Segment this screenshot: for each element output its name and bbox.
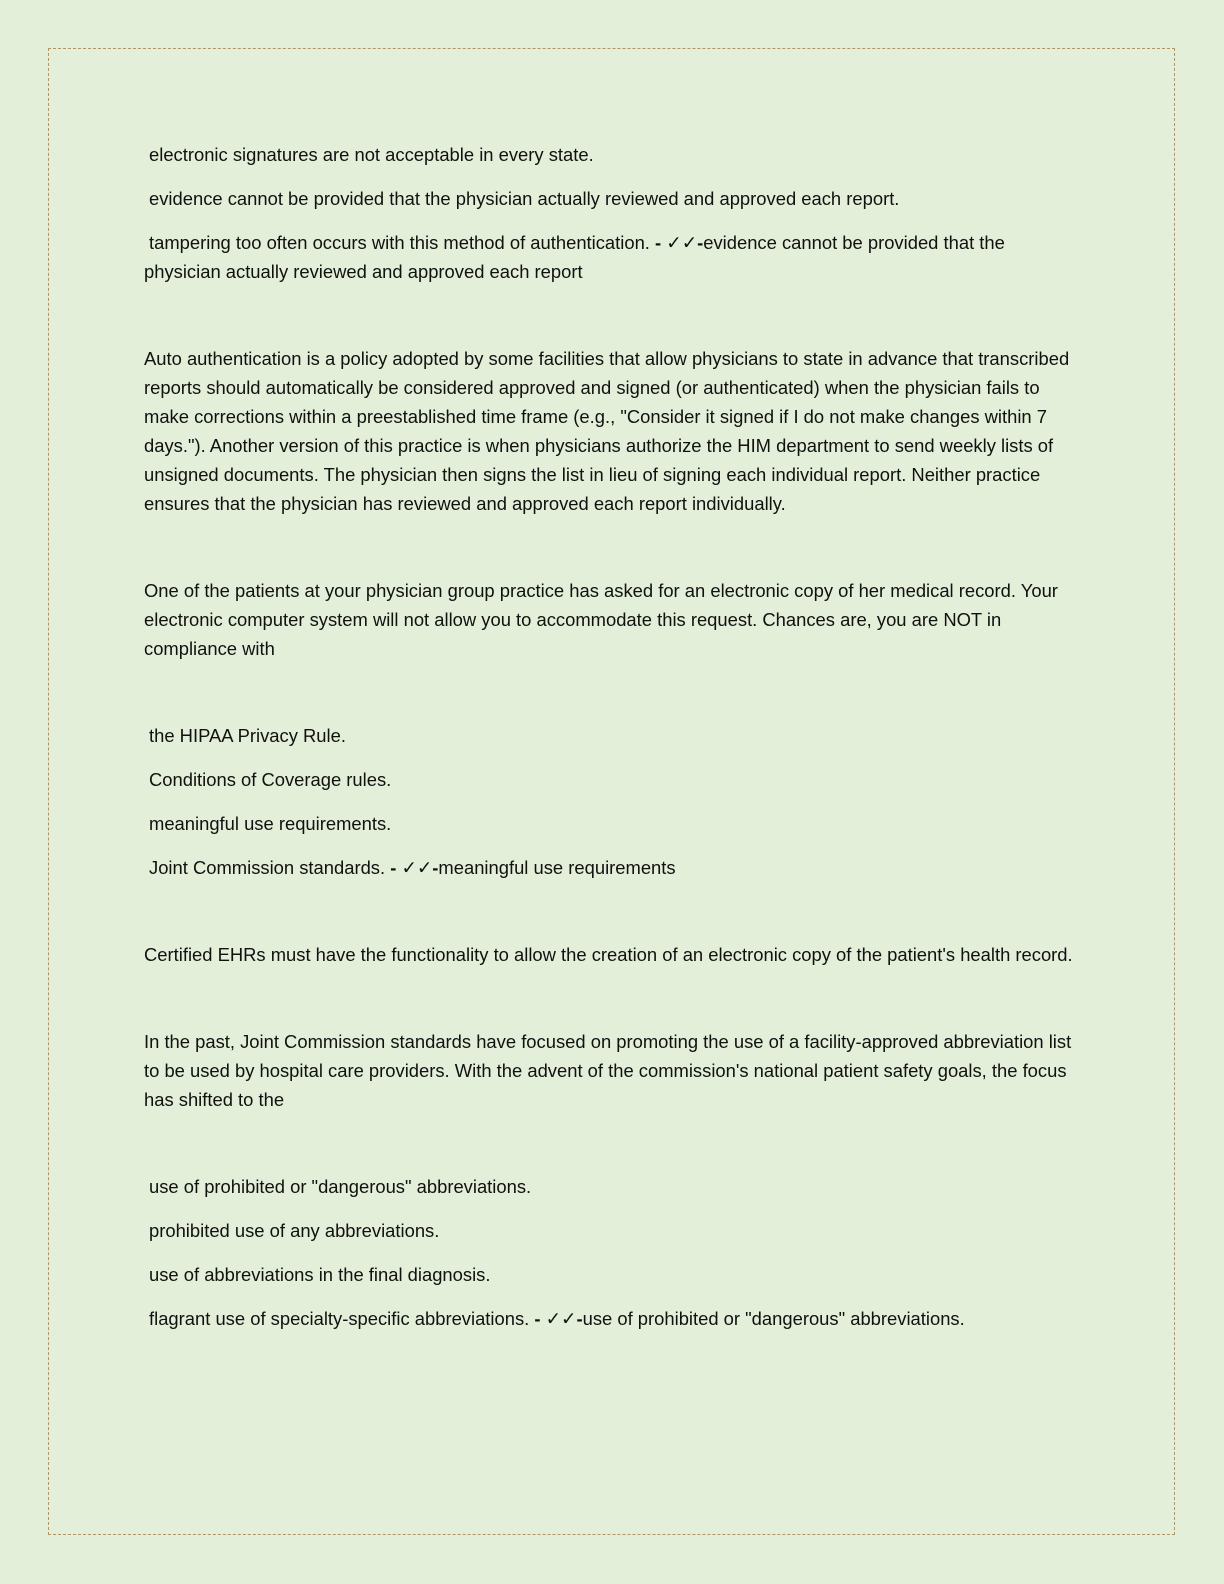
q2-option-1: the HIPAA Privacy Rule. bbox=[149, 725, 346, 746]
answer-marker: - ✓✓- bbox=[655, 232, 704, 253]
q2-option-4-with-answer bbox=[144, 853, 1084, 882]
q3-answer: use of prohibited or "dangerous" abbreviations. bbox=[582, 1308, 965, 1329]
q3-question: In the past, Joint Commission standards have focused on promoting the use of a facility-approved abbreviation list to be used by hospital care providers. With the advent of the commission's national patient safety goals, the focus has shifted to the bbox=[144, 1031, 1072, 1110]
q3-option-2: prohibited use of any abbreviations. bbox=[149, 1220, 440, 1241]
answer-marker: - ✓✓- bbox=[390, 857, 439, 878]
q1-explanation: Auto authentication is a policy adopted by some facilities that allow physicians to state in advance that transcribed reports should automatically be considered approved and signed (or authenticated) when the physician fails to make corrections within a preestablished time frame (e.g., "Consider it signed if I do not make changes within 7 days."). Another version of this practice is when physicians authorize the HIM department to send weekly lists of unsigned documents. The physician then signs the list in lieu of signing each individual report. Neither practice ensures that the physician has reviewed and approved each report individually. bbox=[144, 348, 1070, 514]
q2-explanation: Certified EHRs must have the functionality to allow the creation of an electronic copy of the patient's health record. bbox=[144, 944, 1073, 965]
q3-option-3: use of abbreviations in the final diagnosis. bbox=[149, 1264, 491, 1285]
q1-option-2: evidence cannot be provided that the physician actually reviewed and approved each report. bbox=[149, 188, 900, 209]
q2-option-2: Conditions of Coverage rules. bbox=[149, 769, 392, 790]
q3-option-1: use of prohibited or "dangerous" abbreviations. bbox=[149, 1176, 532, 1197]
q2-question: One of the patients at your physician group practice has asked for an electronic copy of her medical record. Your electronic computer system will not allow you to accommodate this request. Chances are, you are NOT in compliance with bbox=[144, 580, 1058, 659]
q3-option-4-with-answer bbox=[144, 1304, 1084, 1333]
answer-marker: - ✓✓- bbox=[534, 1308, 583, 1329]
q2-answer: meaningful use requirements bbox=[438, 857, 676, 878]
q1-answer: evidence cannot be provided that the physician actually reviewed and approved each report bbox=[144, 232, 1005, 282]
document-body bbox=[144, 140, 1084, 1333]
q2-option-4: Joint Commission standards. bbox=[149, 857, 386, 878]
q1-option-3: tampering too often occurs with this method of authentication. bbox=[149, 232, 650, 253]
q3-option-4: flagrant use of specialty-specific abbreviations. bbox=[149, 1308, 530, 1329]
q2-option-3: meaningful use requirements. bbox=[149, 813, 392, 834]
q1-option-3-with-answer bbox=[144, 228, 1084, 286]
q1-option-1: electronic signatures are not acceptable in every state. bbox=[149, 144, 594, 165]
